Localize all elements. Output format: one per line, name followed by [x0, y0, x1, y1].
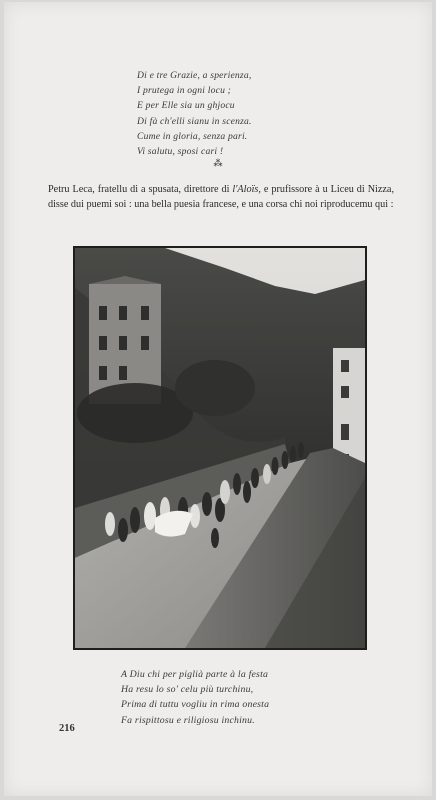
- body-paragraph: [48, 183, 394, 212]
- poem-line: Cume in gloria, senza pari.: [137, 130, 248, 142]
- poem-line: Prima di tuttu vogliu in rima onesta: [121, 699, 270, 711]
- paragraph-text: Petru Leca, fratellu di a spusata, direttore di: [48, 184, 233, 195]
- tree-cluster: [175, 360, 255, 416]
- poem-line: Fa rispittosu e riligiosu inchinu.: [121, 714, 255, 726]
- poem-line: E per Elle sia un ghjocu: [137, 100, 235, 112]
- poem-line: I prutega in ogni locu ;: [137, 85, 232, 97]
- photo-frame: [73, 246, 367, 650]
- poem-line: A Diu chi per piglià parte à la festa: [121, 669, 269, 680]
- poem-line: Di fà ch'elli sianu in scenza.: [137, 115, 252, 127]
- page-number: 216: [59, 723, 75, 734]
- poem-bottom: [121, 667, 269, 728]
- asterism-separator: ⁂: [213, 159, 223, 169]
- photo-illustration: [75, 248, 365, 648]
- wedding-procession-photo: [75, 248, 365, 648]
- poem-line: Di e tre Grazie, a sperienza,: [137, 70, 252, 81]
- paragraph-text: e prufissore à u Liceu di Nizza, disse dui puemi soi : una bella puesia francese, e una corsa chi noi riproducemu qui :: [48, 184, 394, 210]
- publication-name: l'Aloïs,: [232, 184, 261, 195]
- poem-top: [137, 68, 252, 159]
- book-page: [4, 2, 432, 796]
- poem-line: Vi salutu, sposi cari !: [137, 146, 224, 158]
- poem-line: Ha resu lo so' celu più turchinu,: [121, 684, 254, 696]
